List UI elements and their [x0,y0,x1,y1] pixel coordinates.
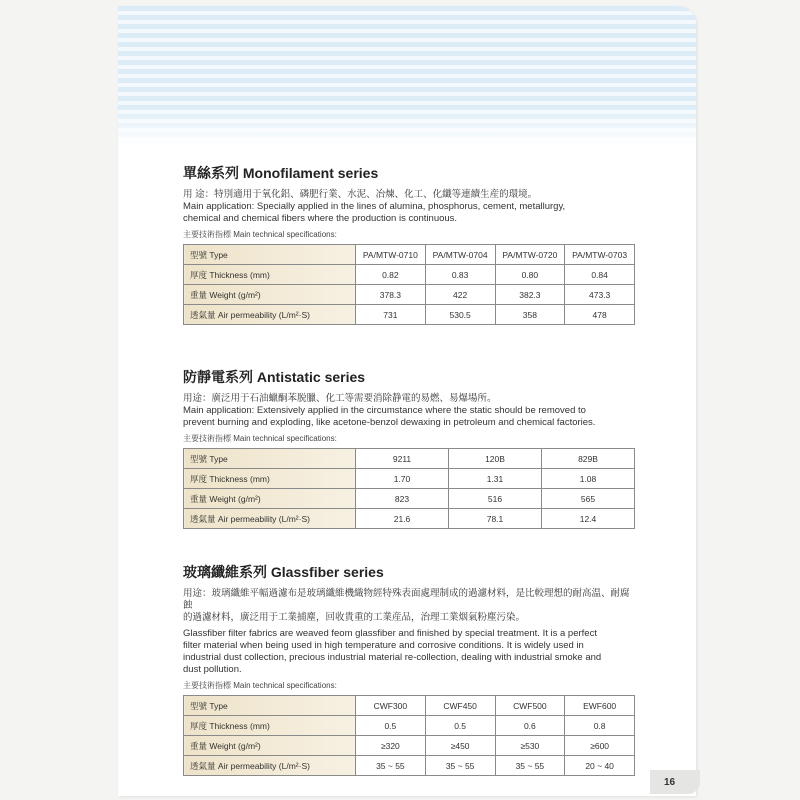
row-label: 重量 Weight (g/m²) [184,489,356,509]
table-cell: 358 [495,305,565,325]
glassfiber-section [183,562,633,776]
table-cell: PA/MTW-0704 [425,245,495,265]
table-row [184,756,635,776]
table-cell: 478 [565,305,635,325]
table-cell: CWF500 [495,696,565,716]
antistatic-usage-en-1: Main application: Extensively applied in the circumstance where the static should be removed to [183,405,586,416]
monofilament-usage-cn: 用 途：特別適用于氧化鋁、磷肥行業、水泥、冶煉、化工、化纖等連續生産的環境。 [183,189,538,200]
table-row [184,716,635,736]
table-cell: 565 [542,489,635,509]
monofilament-section [183,163,633,325]
table-cell: 120B [449,449,542,469]
table-cell: 473.3 [565,285,635,305]
row-label: 重量 Weight (g/m²) [184,285,356,305]
table-cell: 530.5 [425,305,495,325]
table-cell: 0.5 [425,716,495,736]
glassfiber-title: 玻璃纖維系列 Glassfiber series [183,564,384,580]
table-row [184,489,635,509]
glassfiber-usage-en-4: dust pollution. [183,664,242,675]
row-label: 厚度 Thickness (mm) [184,469,356,489]
table-cell: 0.8 [565,716,635,736]
table-row [184,305,635,325]
table-cell: 78.1 [449,509,542,529]
monofilament-title: 單絲系列 Monofilament series [183,165,379,181]
glassfiber-usage-en-3: industrial dust collection, precious industrial material re-collection, dealing with industrial smoke and [183,652,602,663]
table-cell: ≥530 [495,736,565,756]
glassfiber-usage-cn-1: 用途：玻璃纖維平幅過濾布是玻璃纖維機織物經特殊表面處理制成的過濾材料，是比較理想的耐高温、耐腐蝕 [183,588,630,611]
table-cell: 0.84 [565,265,635,285]
table-cell: EWF600 [565,696,635,716]
row-label: 重量 Weight (g/m²) [184,736,356,756]
table-row [184,245,635,265]
table-cell: 9211 [356,449,449,469]
table-row [184,696,635,716]
table-cell: 0.82 [356,265,426,285]
table-cell: 378.3 [356,285,426,305]
table-cell: 0.6 [495,716,565,736]
table-row [184,736,635,756]
monofilament-usage-en-2: chemical and chemical fibers where the production is continuous. [183,213,458,224]
table-cell: 422 [425,285,495,305]
table-cell: 0.5 [356,716,426,736]
table-row [184,449,635,469]
row-label: 厚度 Thickness (mm) [184,265,356,285]
row-label: 型號 Type [184,449,356,469]
table-cell: 1.70 [356,469,449,489]
table-cell: 35 ~ 55 [425,756,495,776]
row-label: 型號 Type [184,245,356,265]
glassfiber-usage-en-1: Glassfiber filter fabrics are weaved feom glassfiber and finished by special treatment. It is a perfect [183,628,597,639]
glassfiber-spec-caption: 主要技術指標 Main technical specifications: [183,681,337,690]
table-row [184,265,635,285]
table-row [184,509,635,529]
antistatic-spec-table [183,448,635,529]
table-row [184,285,635,305]
glassfiber-usage-cn-2: 的過濾材料，廣泛用于工業捕塵，回收貴重的工業産品，治理工業烟氣粉塵污染。 [183,612,526,623]
table-cell: 382.3 [495,285,565,305]
table-cell: 516 [449,489,542,509]
table-cell: ≥600 [565,736,635,756]
table-cell: PA/MTW-0703 [565,245,635,265]
monofilament-spec-table [183,244,635,325]
antistatic-usage-cn: 用途：廣泛用于石油蠟酮苯脱臘、化工等需要消除静電的易燃、易爆場所。 [183,393,497,404]
table-cell: 12.4 [542,509,635,529]
row-label: 透氣量 Air permeability (L/m²·S) [184,756,356,776]
table-cell: ≥320 [356,736,426,756]
glassfiber-spec-table [183,695,635,776]
antistatic-title: 防靜電系列 Antistatic series [183,369,366,385]
antistatic-spec-caption: 主要技術指標 Main technical specifications: [183,434,337,443]
table-cell: 829B [542,449,635,469]
row-label: 厚度 Thickness (mm) [184,716,356,736]
table-cell: 823 [356,489,449,509]
table-cell: ≥450 [425,736,495,756]
row-label: 透氣量 Air permeability (L/m²·S) [184,509,356,529]
table-cell: 0.83 [425,265,495,285]
row-label: 型號 Type [184,696,356,716]
table-cell: CWF450 [425,696,495,716]
table-cell: CWF300 [356,696,426,716]
antistatic-section [183,367,633,529]
table-row [184,469,635,489]
table-cell: 20 ~ 40 [565,756,635,776]
glassfiber-usage-en-2: filter material when being used in high temperature and corrosive conditions. It is widely used in [183,640,584,651]
table-cell: 0.80 [495,265,565,285]
page-number: 16 [664,777,676,788]
antistatic-usage-en-2: prevent burning and exploding, like acetone-benzol dewaxing in petroleum and chemical factories. [183,417,596,428]
monofilament-usage-en-1: Main application: Specially applied in the lines of alumina, phosphorus, cement, metallurgy, [183,201,566,212]
row-label: 透氣量 Air permeability (L/m²·S) [184,305,356,325]
table-cell: PA/MTW-0720 [495,245,565,265]
table-cell: PA/MTW-0710 [356,245,426,265]
table-cell: 21.6 [356,509,449,529]
table-cell: 35 ~ 55 [356,756,426,776]
table-cell: 35 ~ 55 [495,756,565,776]
striped-header-band [118,6,696,146]
table-cell: 731 [356,305,426,325]
monofilament-spec-caption: 主要技術指標 Main technical specifications: [183,230,337,239]
table-cell: 1.08 [542,469,635,489]
table-cell: 1.31 [449,469,542,489]
